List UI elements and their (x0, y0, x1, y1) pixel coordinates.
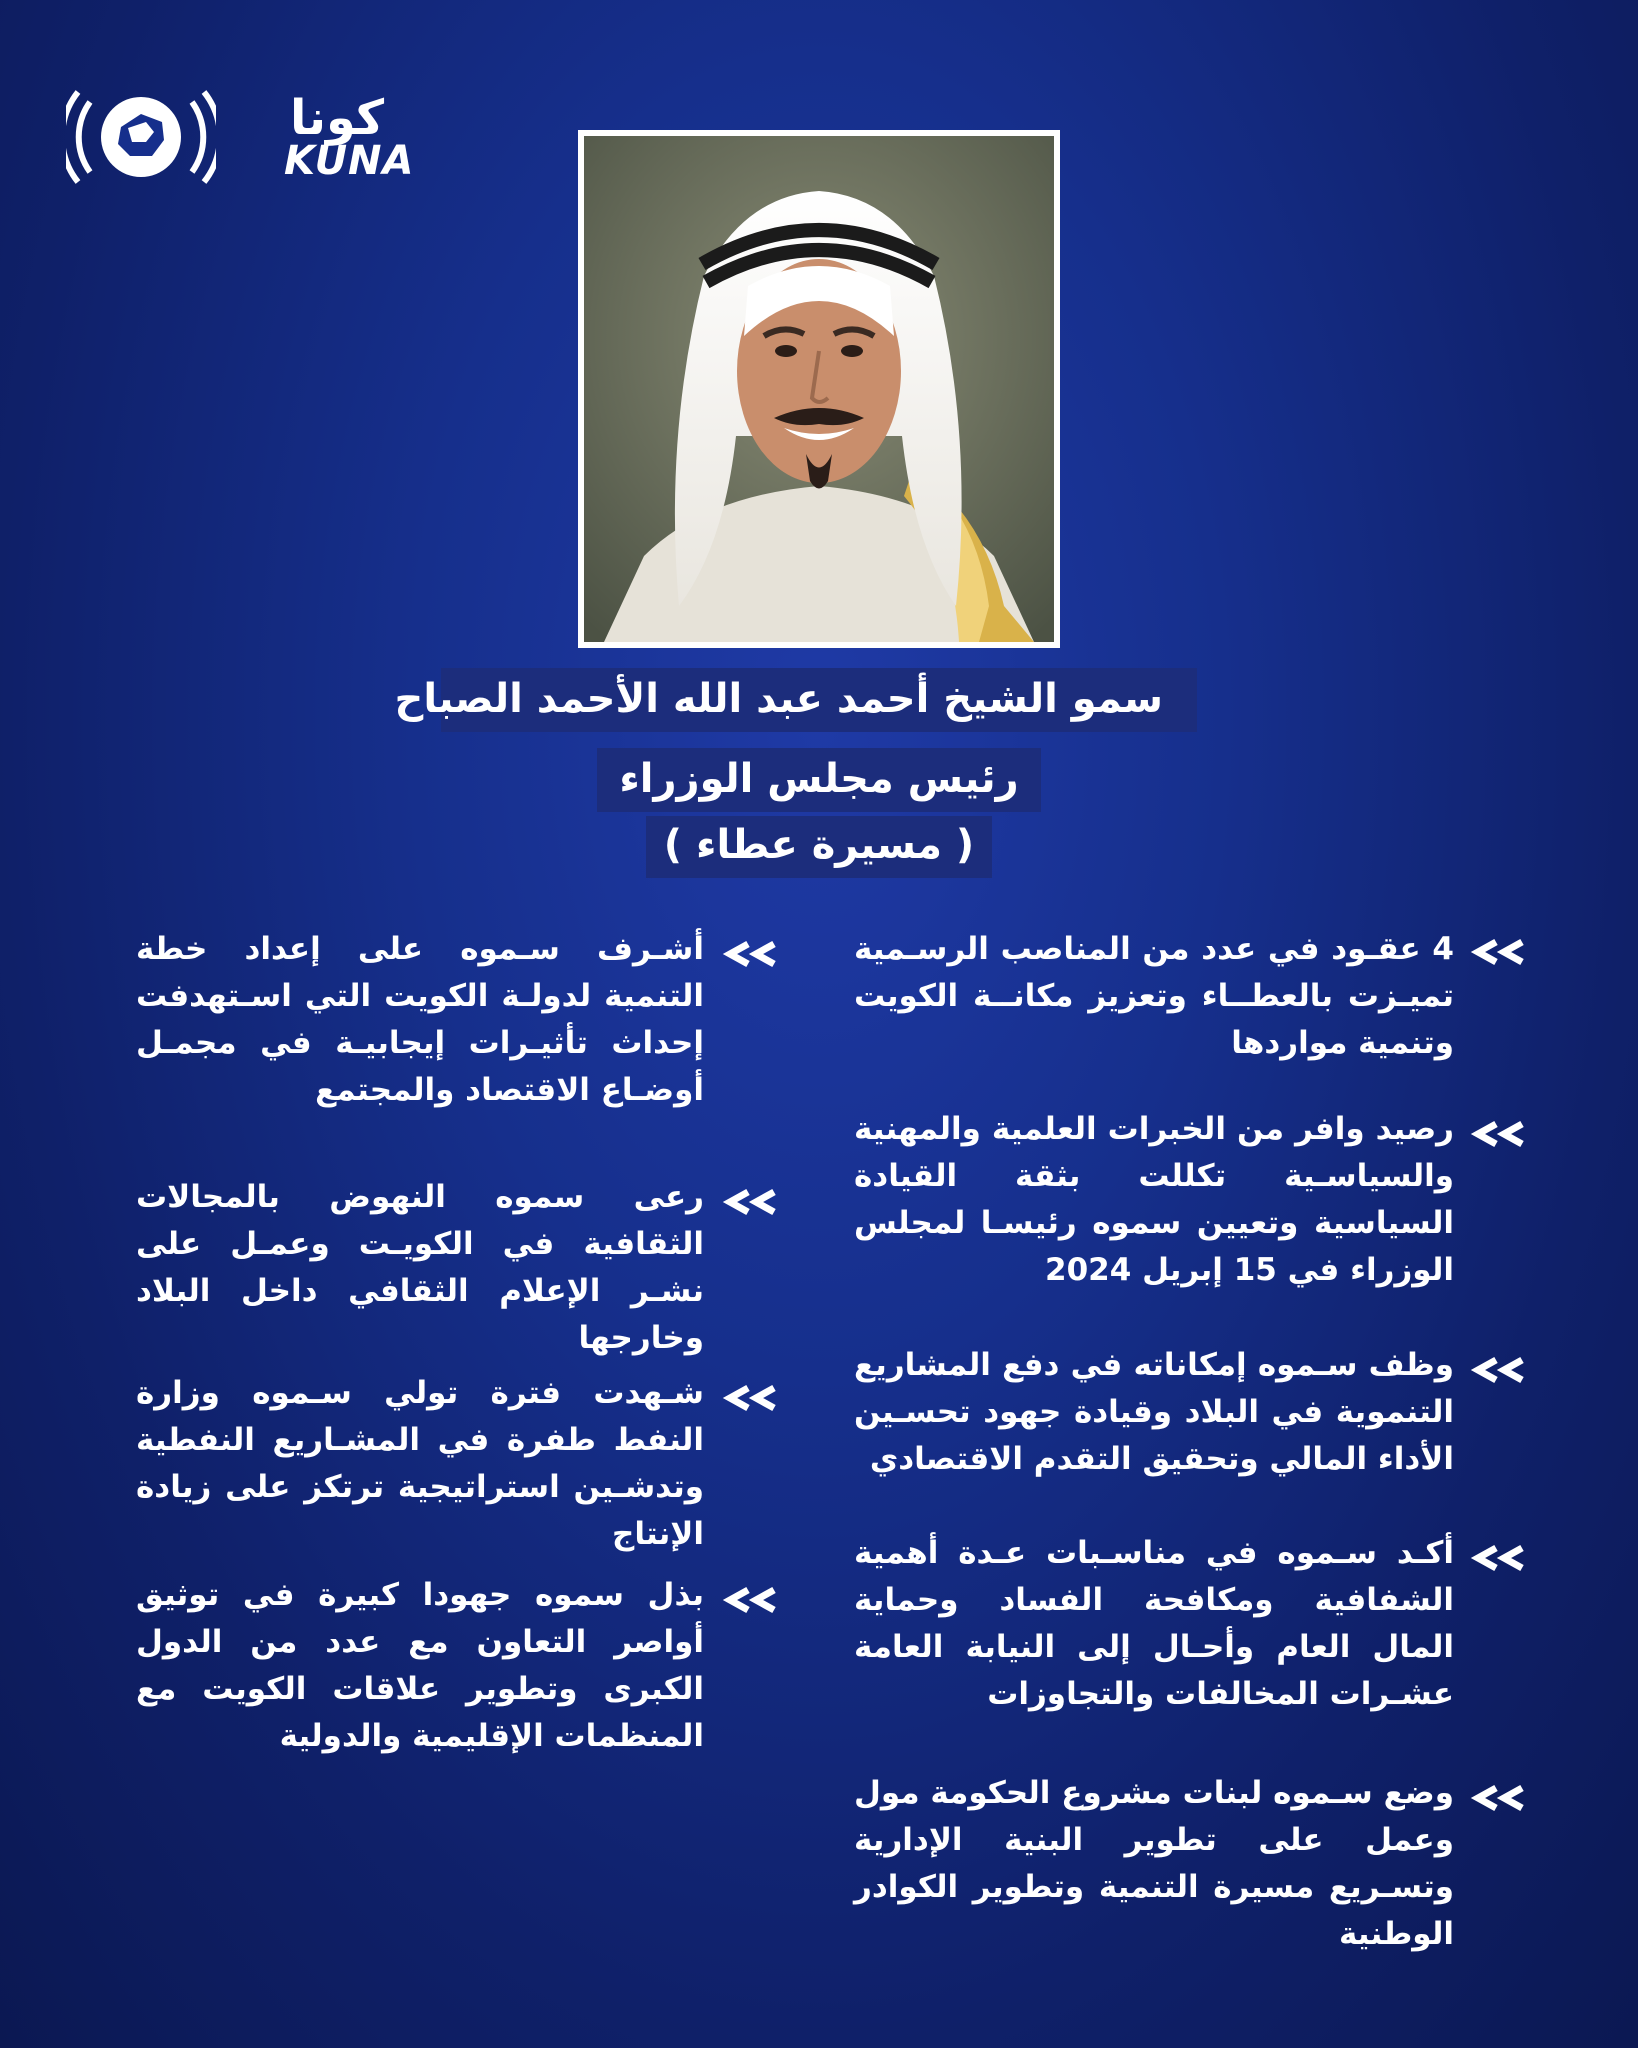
double-chevron-icon (720, 940, 780, 968)
item-text: رصيد وافر من الخبرات العلمية والمهنية والسياسـية تكللت بثقة القيادة السياسية وتعيين سموه رئيسـا لمجلس الوزراء في 15 إبريل 2024 (854, 1111, 1454, 1288)
list-item (136, 1370, 704, 1558)
item-text: بذل سموه جهودا كبيرة في توثيق أواصر التعاون مع عدد من الدول الكبرى وتطوير علاقات الكويت مع المنظمات الإقليمية والدولية (136, 1577, 704, 1754)
kuna-logo-mark-icon (66, 82, 216, 192)
list-item (854, 926, 1454, 1067)
item-text: وضع سـموه لبنات مشروع الحكومة مول وعمل على تطوير البنية الإدارية وتسـريع مسيرة التنمية وتطوير الكوادر الوطنية (854, 1775, 1454, 1952)
double-chevron-icon (720, 1188, 780, 1216)
leader-name: سمو الشيخ أحمد عبد الله الأحمد الصباح (441, 668, 1197, 732)
double-chevron-icon (1468, 1784, 1528, 1812)
list-item (136, 1174, 704, 1362)
page-subtitle: ( مسيرة عطاء ) (646, 816, 992, 878)
double-chevron-icon (720, 1384, 780, 1412)
leader-position: رئيس مجلس الوزراء (597, 748, 1040, 812)
double-chevron-icon (1468, 1544, 1528, 1572)
kuna-logo-english: KUNA (284, 138, 415, 184)
item-text: شـهدت فترة تولي سـموه وزارة النفط طفرة في المشـاريع النفطية وتدشـين استراتيجية ترتكز على زيادة الإنتاج (136, 1375, 704, 1552)
list-item (136, 1572, 704, 1760)
double-chevron-icon (1468, 1356, 1528, 1384)
double-chevron-icon (1468, 1120, 1528, 1148)
subtitle-band (0, 816, 1638, 878)
list-item (854, 1770, 1454, 1958)
list-item (854, 1530, 1454, 1718)
list-item (136, 926, 704, 1114)
name-band (0, 668, 1638, 732)
list-item (854, 1342, 1454, 1483)
item-text: أكـد سـموه في مناسـبات عـدة أهمية الشفافية ومكافحة الفساد وحماية المال العام وأحـال إلى النيابة العامة عشـرات المخالفات والتجاوزات (854, 1535, 1454, 1712)
item-text: وظف سـموه إمكاناته في دفع المشاريع التنموية في البلاد وقيادة جهود تحسـين الأداء المالي وتحقيق التقدم الاقتصادي (854, 1347, 1454, 1477)
kuna-logo (66, 82, 415, 192)
double-chevron-icon (1468, 938, 1528, 966)
item-text: رعى سموه النهوض بالمجالات الثقافية في الكويـت وعمـل على نشـر الإعلام الثقافي داخل البلاد وخارجها (136, 1179, 704, 1356)
portrait-photo (584, 136, 1054, 642)
position-band (0, 748, 1638, 812)
kuna-logo-arabic: كونا (290, 90, 385, 146)
portrait-frame (578, 130, 1060, 648)
item-text: أشـرف سـموه على إعداد خطة التنمية لدولـة الكويت التي اسـتهدفت إحداث تأثيـرات إيجابيـة في مجمـل أوضـاع الاقتصاد والمجتمع (136, 931, 704, 1108)
list-item (854, 1106, 1454, 1294)
double-chevron-icon (720, 1586, 780, 1614)
item-text: 4 عقـود في عدد من المناصب الرسـمية تميـزت بالعطــاء وتعزيز مكانــة الكويت وتنمية مواردها (854, 931, 1454, 1061)
